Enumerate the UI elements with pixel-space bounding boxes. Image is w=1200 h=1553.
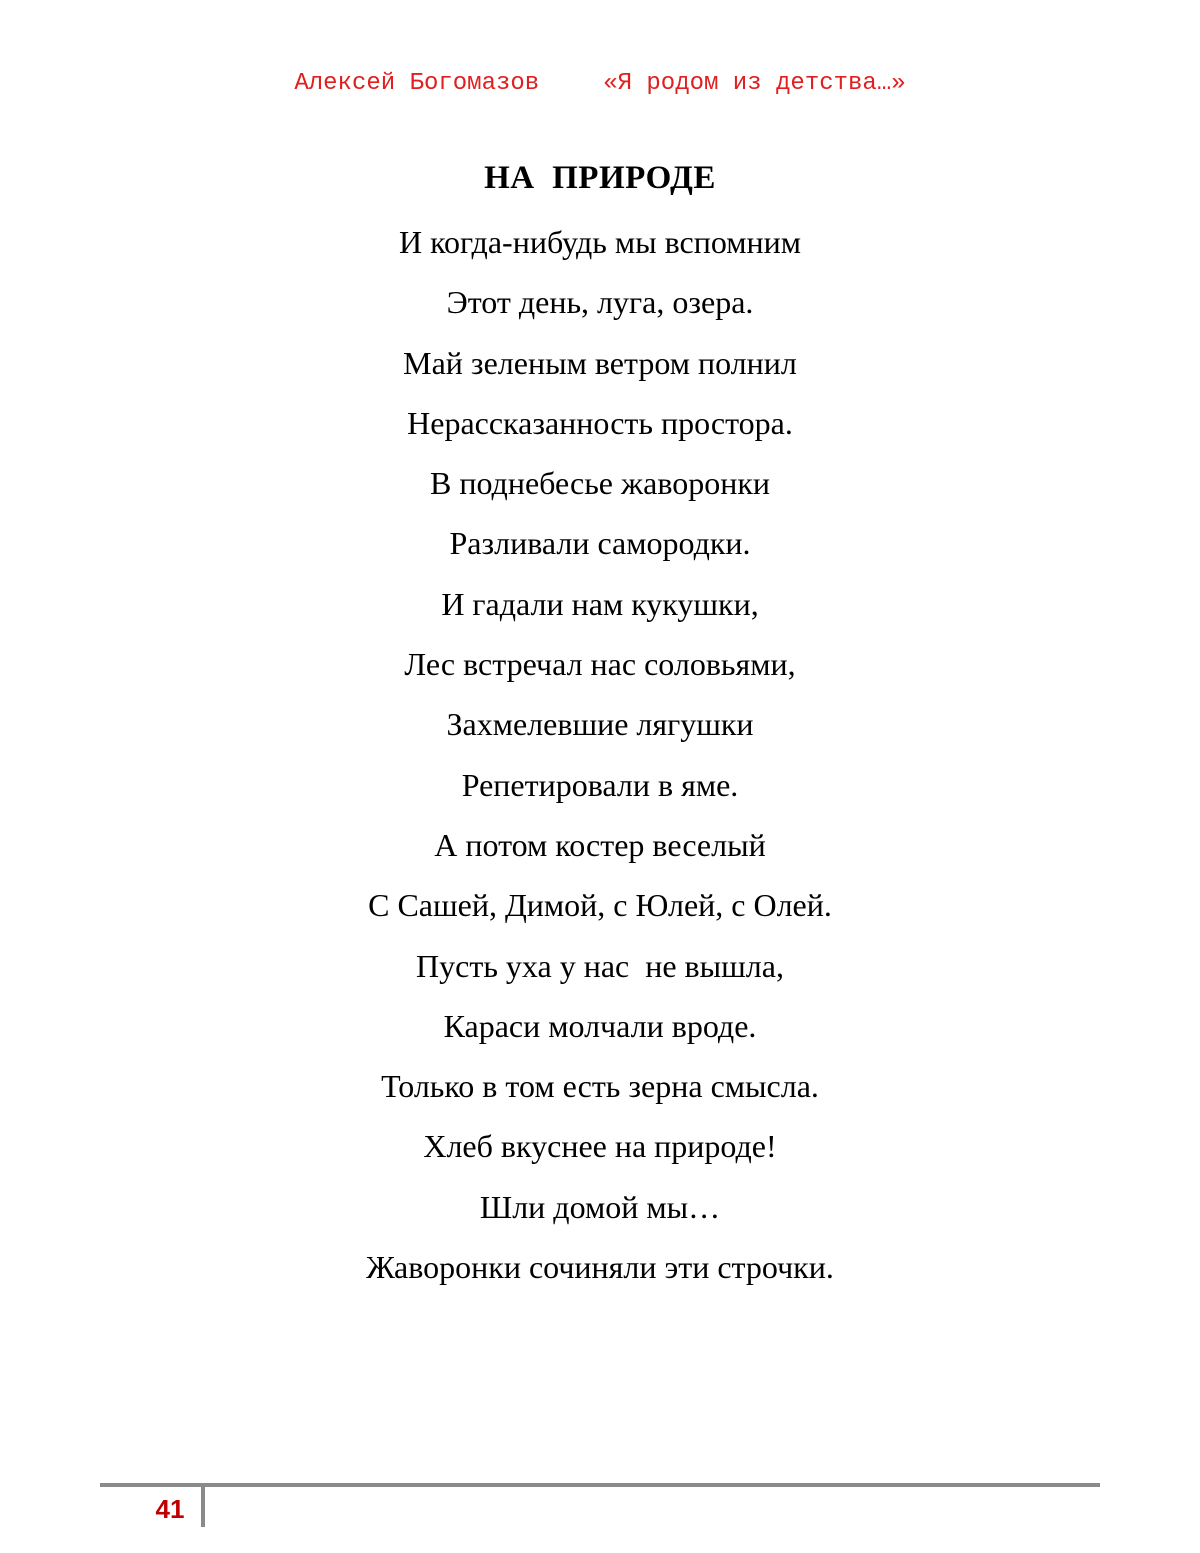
poem-line: Хлеб вкуснее на природе! (423, 1128, 777, 1165)
poem-line: Разливали самородки. (449, 525, 751, 562)
header-author: Алексей Богомазов (294, 70, 540, 97)
poem-line: Захмелевшие лягушки (446, 706, 754, 743)
poem-line: С Сашей, Димой, с Юлей, с Олей. (368, 887, 832, 924)
page-number-divider (201, 1487, 205, 1527)
poem-line: Лес встречал нас соловьями, (404, 646, 796, 683)
poem-line: В поднебесье жаворонки (429, 465, 770, 502)
poem-line: Репетировали в яме. (461, 766, 739, 803)
poem-title: НА ПРИРОДЕ (484, 160, 716, 196)
poem-line: Этот день, луга, озера. (446, 284, 754, 321)
poem-line: И когда-нибудь мы вспомним (398, 224, 801, 260)
poem-line: Май зеленым ветром полнил (403, 344, 797, 381)
poem-line: Только в том есть зерна смысла. (381, 1068, 819, 1105)
poem-line: Пусть уха у нас не вышла, (416, 947, 784, 984)
header-book-title: «Я родом из детства…» (603, 70, 906, 97)
poem-body (0, 212, 1200, 1297)
poem-line: А потом костер веселый (434, 826, 766, 863)
poem-line: Шли домой мы… (479, 1188, 721, 1225)
footer-rule (100, 1483, 1100, 1487)
poem-line: И гадали нам кукушки, (441, 585, 759, 622)
poem-line: Караси молчали вроде. (443, 1007, 757, 1044)
poem-line: Жаворонки сочиняли эти строчки. (366, 1249, 834, 1286)
poem-line: Нерассказанность простора. (407, 404, 793, 441)
page-number: 41 (155, 1494, 185, 1524)
running-header (0, 70, 1200, 97)
